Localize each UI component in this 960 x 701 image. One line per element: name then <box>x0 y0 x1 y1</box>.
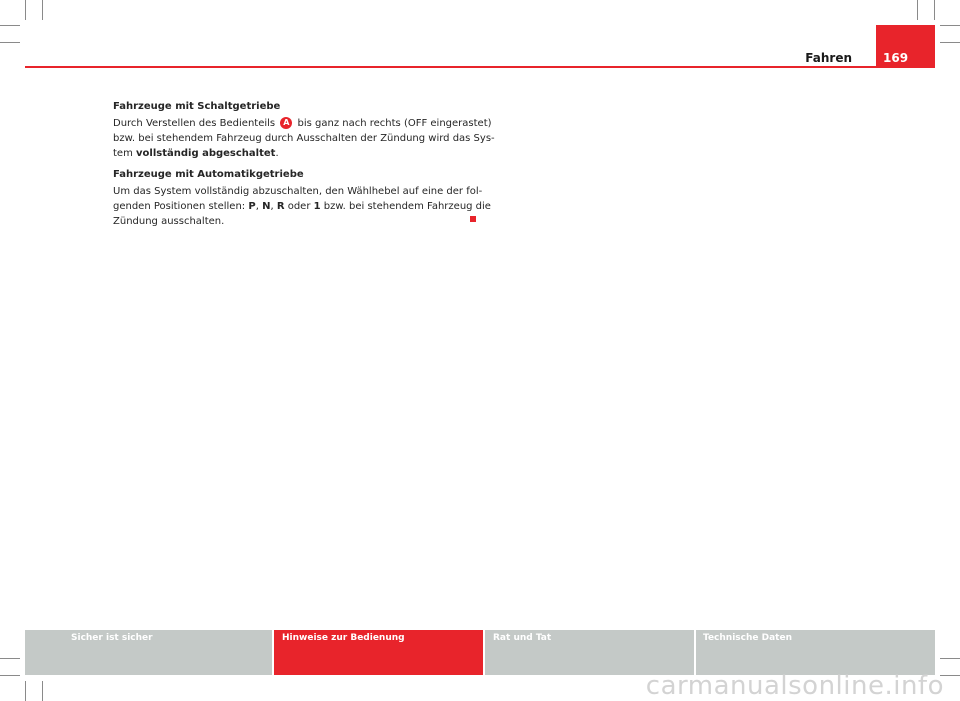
crop-mark <box>940 25 960 26</box>
emphasis-text: vollständig abgeschaltet <box>136 148 276 159</box>
section-end-marker <box>470 216 476 222</box>
crop-mark <box>42 0 43 20</box>
tab-sicher-ist-sicher[interactable]: Sicher ist sicher <box>25 630 272 675</box>
crop-mark <box>0 42 20 43</box>
automatic-gearbox-line: Um das System vollständig abzuschalten, den Wählhebel auf eine der fol- <box>113 186 483 197</box>
footer-nav <box>25 630 935 675</box>
crop-mark <box>0 658 20 659</box>
auto-text: oder <box>287 201 311 212</box>
crop-mark <box>934 0 935 20</box>
watermark: carmanualsonline.info <box>645 671 944 701</box>
content-column <box>113 99 495 235</box>
automatic-gearbox-heading: Fahrzeuge mit Automatikgetriebe <box>113 169 304 180</box>
crop-mark <box>25 0 26 20</box>
manual-text: tem <box>113 148 133 159</box>
crop-mark <box>940 658 960 659</box>
manual-gearbox-line: bzw. bei stehendem Fahrzeug durch Ausschalten der Zündung wird das Sys- <box>113 133 495 144</box>
crop-mark <box>42 681 43 701</box>
gear-position-r: R <box>276 201 285 212</box>
manual-gearbox-heading: Fahrzeuge mit Schaltgetriebe <box>113 101 281 112</box>
gear-position-p: P <box>248 201 256 212</box>
tab-technische-daten[interactable]: Technische Daten <box>696 630 935 675</box>
crop-mark <box>25 681 26 701</box>
page-number: 169 <box>883 51 909 65</box>
header-rule <box>25 66 935 68</box>
automatic-gearbox-line <box>113 199 491 214</box>
manual-gearbox-paragraph <box>113 116 492 131</box>
crop-mark <box>917 0 918 20</box>
crop-mark <box>940 42 960 43</box>
gear-position-n: N <box>262 201 271 212</box>
separator: , <box>255 201 259 212</box>
section-title: Fahren <box>805 51 852 65</box>
crop-mark <box>0 675 20 676</box>
tab-hinweise-zur-bedienung[interactable]: Hinweise zur Bedienung <box>274 630 483 675</box>
tab-rat-und-tat[interactable]: Rat und Tat <box>485 630 694 675</box>
manual-text: Durch Verstellen des Bedienteils <box>113 118 276 129</box>
automatic-gearbox-line: Zündung ausschalten. <box>113 216 225 227</box>
auto-text: genden Positionen stellen: <box>113 201 246 212</box>
manual-gearbox-line <box>113 146 483 161</box>
gear-position-1: 1 <box>313 201 321 212</box>
manual-text: bis ganz nach rechts (OFF eingerastet) <box>297 118 492 129</box>
crop-mark <box>0 25 20 26</box>
control-marker-a: A <box>280 117 292 129</box>
auto-text: bzw. bei stehendem Fahrzeug die <box>323 201 491 212</box>
separator: , <box>270 201 274 212</box>
manual-text: . <box>275 148 279 159</box>
